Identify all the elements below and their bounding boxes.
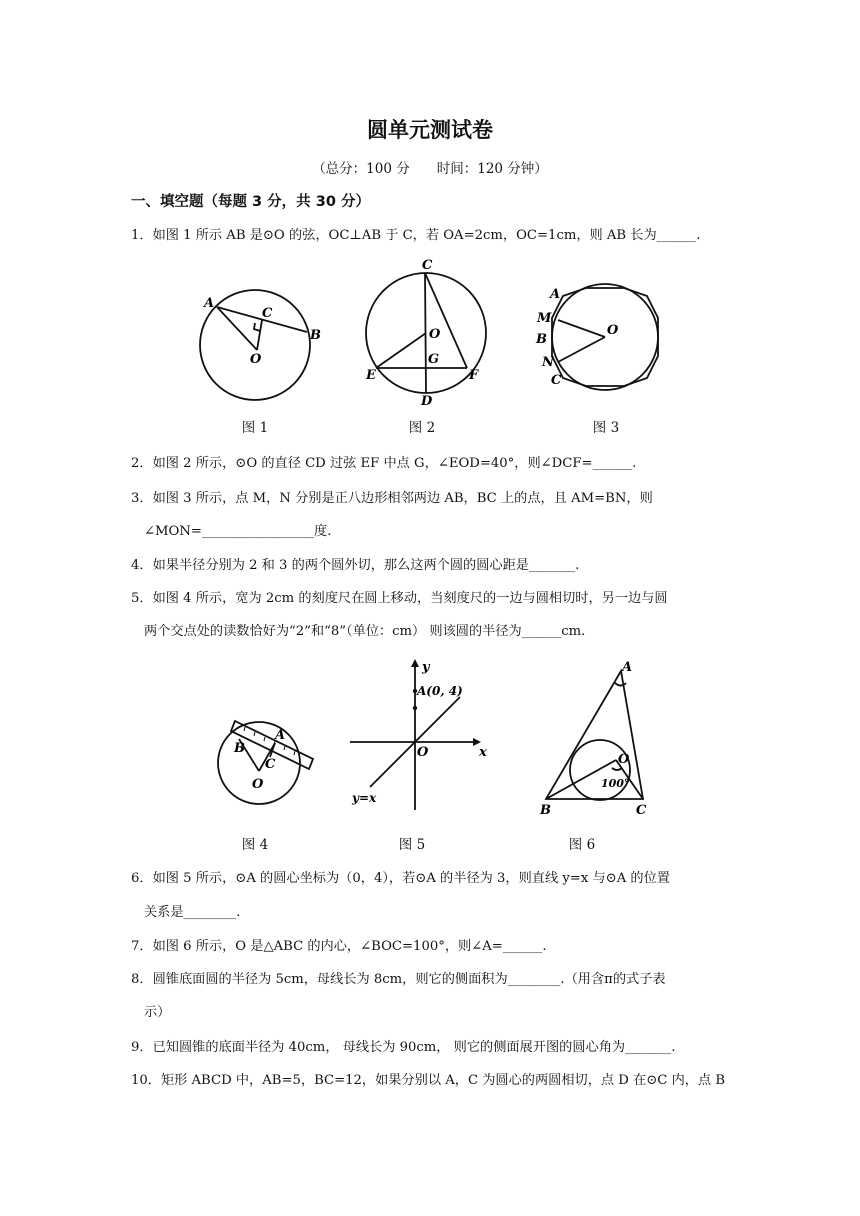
caption-fig-3: 图 3 <box>592 420 620 436</box>
figure-1 <box>195 285 325 405</box>
figure-6 <box>535 655 680 815</box>
fig3-label-o: O <box>607 323 619 338</box>
fig2-label-d: D <box>421 394 433 409</box>
fig2-label-e: E <box>366 368 376 383</box>
exam-meta: （总分：100 分 时间：120 分钟） <box>312 161 548 177</box>
caption-fig-5: 图 5 <box>398 837 426 853</box>
caption-fig-1: 图 1 <box>241 420 269 436</box>
fig5-label-x: x <box>479 745 487 760</box>
fig5-label-a: A(0, 4) <box>417 684 463 698</box>
fig1-label-o: O <box>250 352 262 367</box>
fig6-label-angle: 100° <box>601 777 630 790</box>
section-heading: 一、填空题（每题 3 分，共 30 分） <box>131 194 370 210</box>
fig4-label-b: B <box>234 741 245 756</box>
fig3-label-n: N <box>542 355 554 370</box>
fig5-label-y: y <box>422 660 430 675</box>
fig2-label-f: F <box>469 368 479 383</box>
fig6-label-b: B <box>540 803 551 815</box>
fig3-label-m: M <box>537 311 552 326</box>
question-3-line-2: ∠MON=_________________度. <box>144 524 332 539</box>
figure-4 <box>215 715 325 815</box>
figure-3 <box>528 280 678 395</box>
question-7: 7．如图 6 所示，O 是△ABC 的内心，∠BOC=100°，则∠A=______. <box>131 939 547 954</box>
caption-fig-2: 图 2 <box>408 420 436 436</box>
question-4: 4．如果半径分别为 2 和 3 的两个圆外切，那么这两个圆的圆心距是_______. <box>131 558 580 573</box>
fig2-label-g: G <box>428 352 440 367</box>
question-6-line-1: 6．如图 5 所示，⊙A 的圆心坐标为（0，4），若⊙A 的半径为 3，则直线 y=x 与⊙A 的位置 <box>131 871 670 886</box>
question-3-line-1: 3．如图 3 所示，点 M，N 分别是正八边形相邻两边 AB，BC 上的点，且 AM=BN，则 <box>131 491 653 506</box>
caption-fig-6: 图 6 <box>568 837 596 853</box>
question-8-line-1: 8．圆锥底面圆的半径为 5cm，母线长为 8cm，则它的侧面积为________.（用含π的式子表 <box>131 972 666 987</box>
fig5-label-o: O <box>417 745 429 760</box>
question-9: 9．已知圆锥的底面半径为 40cm， 母线长为 90cm， 则它的侧面展开图的圆心角为_______. <box>131 1040 676 1055</box>
fig6-label-c: C <box>636 803 647 815</box>
fig3-label-a: A <box>550 287 561 302</box>
fig1-label-c: C <box>262 306 273 321</box>
fig6-label-o: O <box>618 752 630 767</box>
fig4-label-o: O <box>252 777 264 792</box>
figure-2 <box>358 255 498 410</box>
fig2-label-o: O <box>429 327 441 342</box>
figure-5 <box>345 655 495 815</box>
question-5-line-2: 两个交点处的读数恰好为“2”和“8”（单位：cm） 则该圆的半径为______cm. <box>144 624 586 639</box>
question-10: 10．矩形 ABCD 中，AB=5，BC=12，如果分别以 A，C 为圆心的两圆相切，点 D 在⊙C 内，点 B <box>131 1073 726 1088</box>
fig3-label-c: C <box>551 373 562 388</box>
fig4-label-c: C <box>265 757 276 772</box>
question-5-line-1: 5．如图 4 所示，宽为 2cm 的刻度尺在圆上移动，当刻度尺的一边与圆相切时，另一边与圆 <box>131 591 668 606</box>
fig1-label-a: A <box>204 296 215 311</box>
fig4-label-a: A <box>275 728 286 743</box>
fig3-label-b: B <box>536 332 547 347</box>
question-2: 2．如图 2 所示，⊙O 的直径 CD 过弦 EF 中点 G，∠EOD=40°，则∠DCF=______. <box>131 456 637 471</box>
fig1-label-b: B <box>310 328 321 343</box>
caption-fig-4: 图 4 <box>241 837 269 853</box>
fig6-label-a: A <box>622 660 633 675</box>
question-8-line-2: 示） <box>144 1005 171 1020</box>
fig5-label-line: y=x <box>352 791 377 805</box>
question-1: 1．如图 1 所示 AB 是⊙O 的弦，OC⊥AB 于 C，若 OA=2cm，OC=1cm，则 AB 长为______. <box>131 228 701 243</box>
fig2-label-c: C <box>422 258 433 273</box>
question-6-line-2: 关系是________. <box>144 905 241 920</box>
page-title: 圆单元测试卷 <box>367 118 493 142</box>
